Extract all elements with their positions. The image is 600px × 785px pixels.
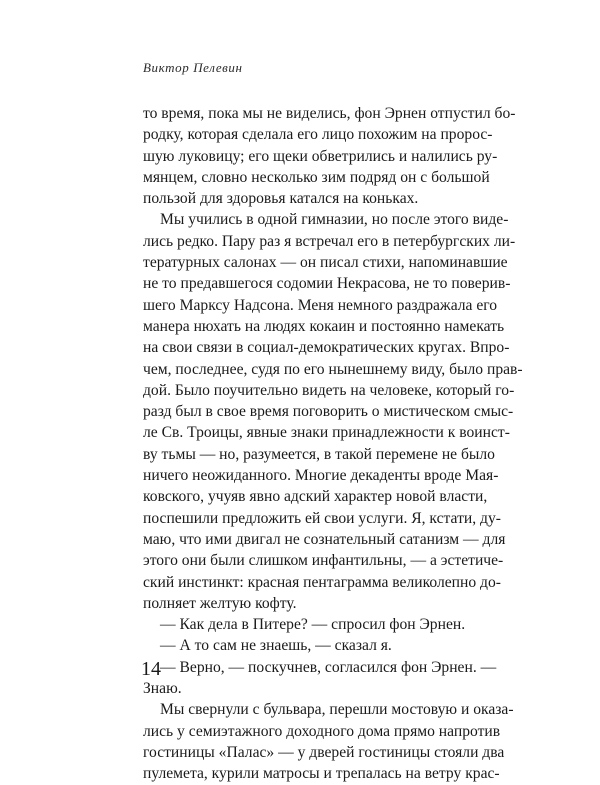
text-line: родку, которая сделала его лицо похожим на пророс- bbox=[143, 126, 493, 144]
text-line: поспешили предложить ей свои услуги. Я, кстати, ду- bbox=[143, 509, 501, 527]
text-line: дой. Было поучительно видеть на человеке, который го- bbox=[143, 381, 515, 399]
text-line: Знаю. bbox=[143, 680, 182, 698]
text-line: пользой для здоровья катался на коньках. bbox=[143, 190, 419, 208]
text-line: разд был в свое время поговорить о мистическом смыс- bbox=[143, 403, 514, 421]
text-line: на свои связи в социал-демократических кругах. Впро- bbox=[143, 339, 510, 357]
text-line: Мы учились в одной гимназии, но после этого виде- bbox=[160, 211, 509, 229]
text-line: шую луковицу; его щеки обветрились и налились ру- bbox=[143, 147, 498, 165]
running-head: Виктор Пелевин bbox=[143, 60, 243, 75]
text-line: ковского, учуяв явно адский характер новой власти, bbox=[143, 488, 488, 506]
text-line: шего Марксу Надсона. Меня немного раздражала его bbox=[143, 296, 498, 314]
text-line: гостиницы «Палас» — у дверей гостиницы стояли два bbox=[143, 743, 505, 761]
text-line: этого они были слишком инфантильны, — а эстетиче- bbox=[143, 552, 504, 570]
text-line: лись редко. Пару раз я встречал его в петербургских ли- bbox=[143, 232, 516, 250]
text-line: полняет желтую кофту. bbox=[143, 594, 297, 612]
text-line: тературных салонах — он писал стихи, напоминавшие bbox=[143, 254, 508, 272]
text-line: лись у семиэтажного доходного дома прямо напротив bbox=[143, 722, 501, 740]
text-line: ву тьмы — но, разумеется, в такой перемене не было bbox=[143, 445, 495, 463]
text-line: Мы свернули с бульвара, перешли мостовую и оказа- bbox=[160, 701, 514, 719]
page-number: 14 bbox=[141, 658, 161, 680]
text-line: ский инстинкт: красная пентаграмма великолепно до- bbox=[143, 573, 501, 591]
text-line: ничего неожиданного. Многие декаденты вроде Мая- bbox=[143, 467, 499, 485]
text-line: манера нюхать на людях кокаин и постоянно намекать bbox=[143, 317, 505, 335]
text-line: — А то сам не знаешь, — сказал я. bbox=[160, 637, 392, 655]
text-line: маю, что ими двигал не сознательный сатанизм — для bbox=[143, 530, 506, 548]
text-line: пулемета, курили матросы и трепалась на ветру крас- bbox=[143, 765, 500, 783]
text-line: — Как дела в Питере? — спросил фон Эрнен. bbox=[160, 616, 466, 634]
text-line: мянцем, словно несколько зим подряд он с большой bbox=[143, 168, 490, 186]
text-line: то время, пока мы не виделись, фон Эрнен отпустил бо- bbox=[143, 105, 516, 122]
text-line: не то предавшегося содомии Некрасова, не то поверив- bbox=[143, 275, 511, 293]
text-line: ле Св. Троицы, явные знаки принадлежности к воинст- bbox=[143, 424, 510, 442]
body-text bbox=[143, 103, 523, 785]
text-line: чем, последнее, судя по его нынешнему виду, было прав- bbox=[143, 360, 523, 378]
text-line: — Верно, — поскучнев, согласился фон Эрнен. — bbox=[160, 658, 497, 676]
